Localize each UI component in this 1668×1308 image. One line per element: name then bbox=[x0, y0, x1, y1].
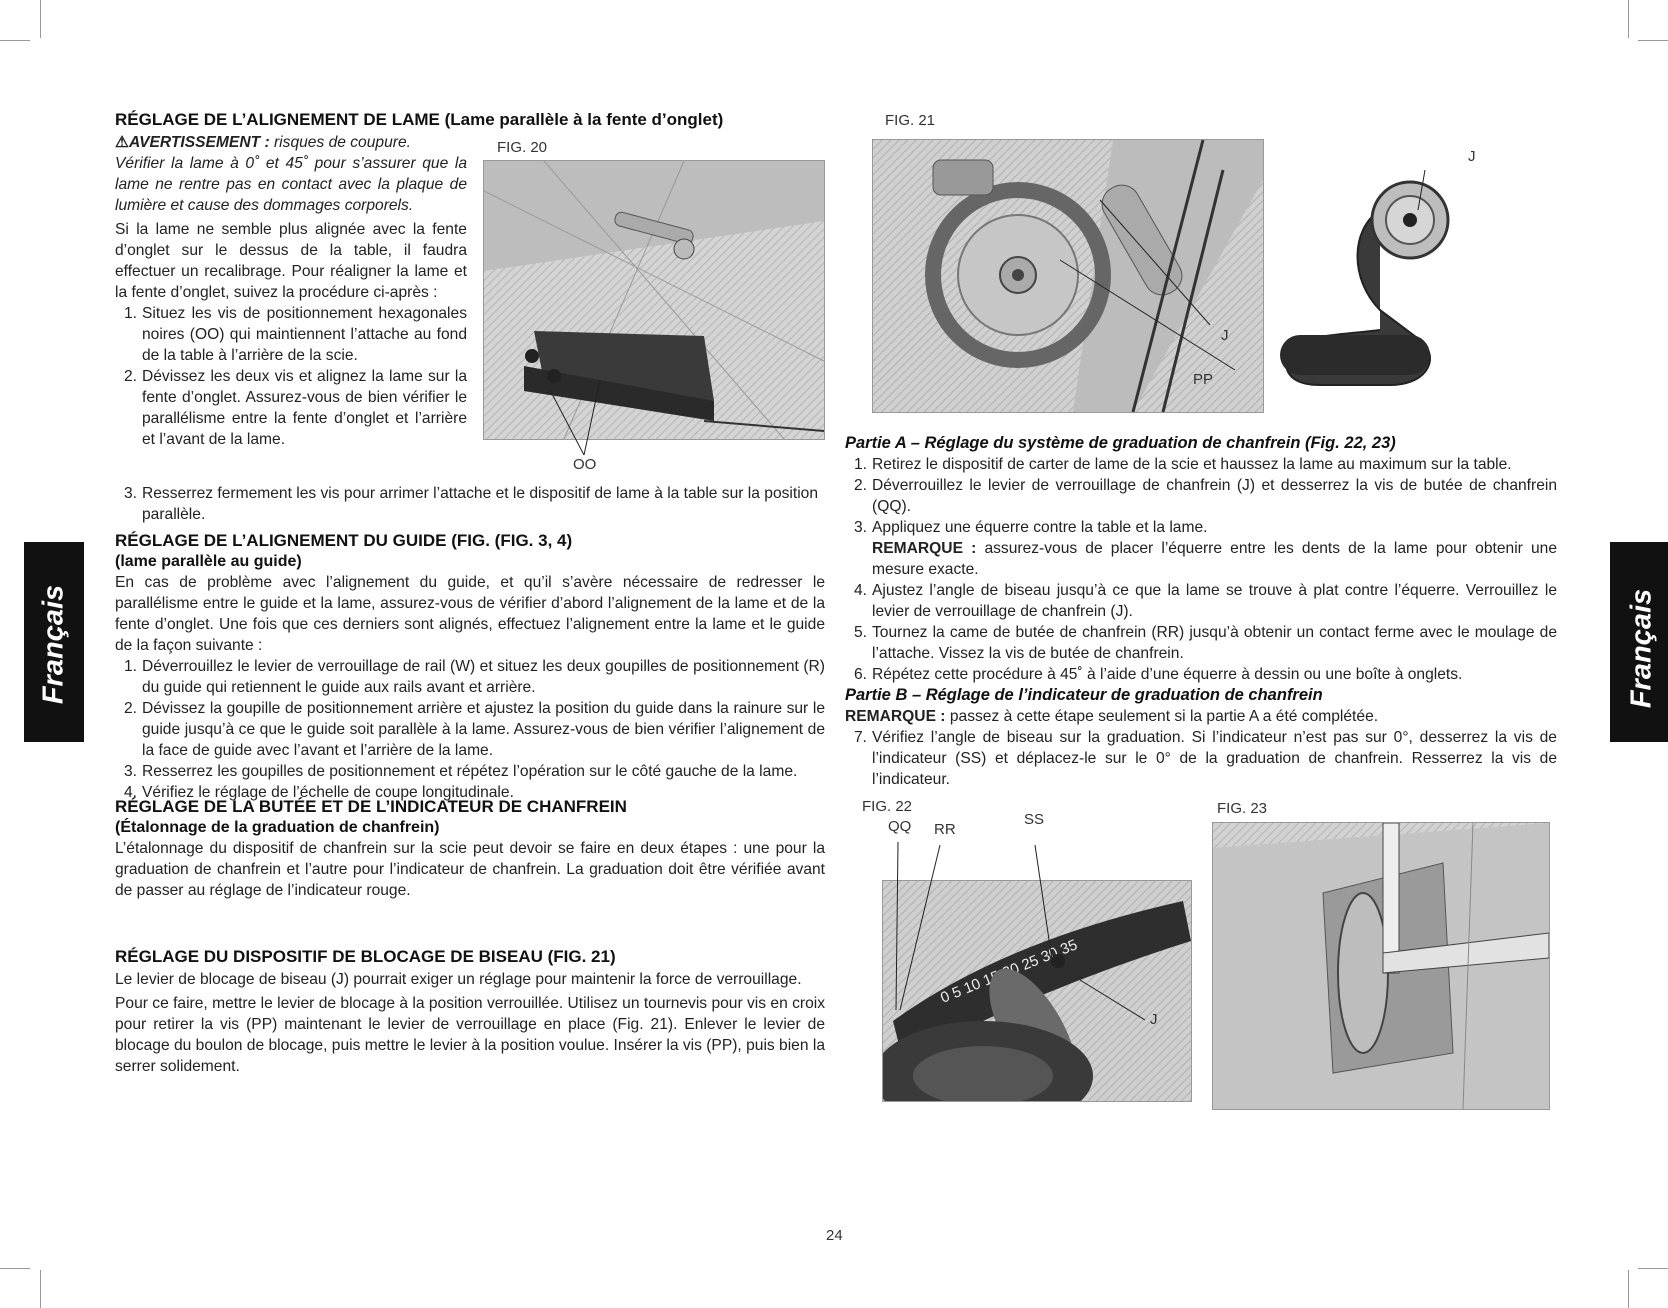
section2-subtitle: (lame parallèle au guide) bbox=[115, 553, 302, 570]
remark1-label: REMARQUE : bbox=[872, 540, 977, 557]
page-number: 24 bbox=[826, 1227, 843, 1244]
language-tab-right-label: Français bbox=[1625, 588, 1658, 709]
fig21-lever-drawing bbox=[1280, 170, 1510, 400]
section4 bbox=[115, 946, 825, 1077]
list-item: 7. Vérifiez l’angle de biseau sur la graduation. Si l’indicateur n’est pas sur 0°, desserrez la vis de l’indicateur (SS) et déplacez-le sur le 0° de la graduation de chanfrein. Resserrez la vis de l’indicateur. bbox=[854, 729, 1557, 788]
section1-steps bbox=[115, 303, 467, 450]
section3 bbox=[115, 796, 825, 901]
warning-title: AVERTISSEMENT : bbox=[128, 134, 270, 151]
section2-steps bbox=[115, 656, 825, 803]
list-item: 2. Déverrouillez le levier de verrouillage de chanfrein (J) et desserrez la vis de butée de chanfrein (QQ). bbox=[854, 477, 1557, 515]
partA bbox=[845, 433, 1557, 790]
crop-mark bbox=[1628, 0, 1629, 38]
section3-body: L’étalonnage du dispositif de chanfrein sur la scie peut devoir se faire en deux étapes : une pour la graduation de chanfrein et l’autre pour l’indicateur de chanfrein. La graduation doit être vérifiée avant de passer au réglage de l’indicateur rouge. bbox=[115, 840, 825, 899]
section4-title: RÉGLAGE DU DISPOSITIF DE BLOCAGE DE BISEAU (FIG. 21) bbox=[115, 947, 616, 966]
list-item: 5. Tournez la came de butée de chanfrein (RR) jusqu’à obtenir un contact ferme avec le moulage de l’attache. Vissez la vis de butée de chanfrein. bbox=[854, 624, 1557, 662]
warning-intro: risques de coupure. bbox=[273, 134, 411, 151]
list-item: 4. Vérifiez le réglage de l’échelle de coupe longitudinale. bbox=[124, 784, 514, 801]
section4-p2: Pour ce faire, mettre le levier de blocage à la position verrouillée. Utilisez un tournevis pour vis en croix pour retirer la vis (PP) maintenant le levier de verrouillage en place (Fig. 21). Enlever le levier de blocage du boulon de blocage, puis mettre le levier à la position voulue. Insérer la vis (PP), puis bien la serrer solidement. bbox=[115, 995, 825, 1075]
section2 bbox=[115, 530, 825, 803]
fig20-label: FIG. 20 bbox=[497, 139, 548, 156]
warning-body: Vérifier la lame à 0˚ et 45˚ pour s’assurer que la lame ne rentre pas en contact avec la plaque de lumière et cause des dommages corporels. bbox=[115, 155, 467, 214]
crop-mark bbox=[40, 0, 41, 38]
remark2 bbox=[845, 706, 1557, 727]
remark1 bbox=[845, 538, 1557, 580]
crop-mark bbox=[40, 1270, 41, 1308]
crop-mark bbox=[1638, 1268, 1668, 1269]
fig22-callout-ss: SS bbox=[1024, 811, 1045, 828]
remark2-text: passez à cette étape seulement si la partie A a été complétée. bbox=[949, 708, 1379, 725]
section1-title: RÉGLAGE DE L’ALIGNEMENT DE LAME (Lame parallèle à la fente d’onglet) bbox=[115, 110, 724, 129]
fig22-leader-lines bbox=[880, 840, 1160, 1040]
warning-icon: ⚠ bbox=[115, 134, 129, 151]
fig22-scale-text: 0 5 10 25 30 35 bbox=[938, 936, 1080, 1007]
list-item: 3. Resserrez les goupilles de positionnement et répétez l’opération sur le côté gauche de la lame. bbox=[124, 763, 798, 780]
list-item: 3. Appliquez une équerre contre la table et la lame. bbox=[854, 519, 1208, 536]
fig20-image bbox=[483, 160, 825, 440]
crop-mark bbox=[1628, 1270, 1629, 1308]
fig23-label: FIG. 23 bbox=[1217, 800, 1268, 817]
fig21-callout-j: J bbox=[1221, 327, 1229, 344]
remark2-label: REMARQUE : bbox=[845, 708, 946, 725]
partA-title: Partie A – Réglage du système de graduation de chanfrein (Fig. 22, 23) bbox=[845, 434, 1396, 452]
crop-mark bbox=[0, 40, 30, 41]
warning-line bbox=[115, 132, 467, 153]
fig21-callout-pp: PP bbox=[1193, 371, 1214, 388]
fig23-image bbox=[1212, 822, 1550, 1110]
section2-title: RÉGLAGE DE L’ALIGNEMENT DU GUIDE (FIG. (FIG. 3, 4) bbox=[115, 531, 573, 550]
fig20-leader-lines bbox=[540, 370, 610, 460]
partA-steps bbox=[845, 454, 1557, 538]
section2-intro: En cas de problème avec l’alignement du guide, et qu’il s’avère nécessaire de redresser le parallélisme entre le guide et la lame, assurez-vous de vérifier d’abord l’alignement de la lame et de la fente d’onglet. Une fois que ces derniers sont alignés, effectuez l’alignement entre la lame et le guide de la façon suivante : bbox=[115, 574, 825, 654]
fig22-label: FIG. 22 bbox=[862, 798, 913, 815]
fig21-leader-lines bbox=[1040, 180, 1280, 380]
section3-title: RÉGLAGE DE LA BUTÉE ET DE L’INDICATEUR DE CHANFREIN bbox=[115, 797, 627, 816]
remark1-text: assurez-vous de placer l’équerre entre les dents de la lame pour obtenir une mesure exacte. bbox=[872, 540, 1558, 578]
list-item: 4. Ajustez l’angle de biseau jusqu’à ce que la lame se trouve à plat contre l’équerre. Verrouillez le levier de verrouillage de chanfrein (J). bbox=[854, 582, 1557, 620]
section4-p1: Le levier de blocage de biseau (J) pourrait exiger un réglage pour maintenir la force de verrouillage. bbox=[115, 971, 802, 988]
left-column bbox=[115, 109, 825, 130]
list-item: 3. Resserrez fermement les vis pour arrimer l’attache et le dispositif de lame à la table sur la position parallèle. bbox=[124, 485, 819, 523]
list-item: 2. Dévissez la goupille de positionnement arrière et ajustez la position du guide dans la rainure sur le guide jusqu’à ce que le guide soit parallèle à la lame. Assurez-vous de bien vérifier l’alignement de la face de guide avec l’avant et l’arrière de la lame. bbox=[124, 700, 825, 759]
list-item: 2. Dévissez les deux vis et alignez la lame sur la fente d’onglet. Assurez-vous de bien vérifier le parallélisme entre la fente d’onglet et l’arrière et l’avant de la lame. bbox=[124, 368, 467, 448]
fig22-callout-rr: RR bbox=[934, 821, 956, 838]
section1-text bbox=[115, 132, 467, 450]
language-tab-right bbox=[1610, 542, 1668, 742]
section1-step3 bbox=[115, 483, 825, 525]
partA-steps2 bbox=[845, 580, 1557, 685]
partB-steps bbox=[845, 727, 1557, 790]
fig21-label: FIG. 21 bbox=[885, 112, 936, 129]
fig22-callout-qq: QQ bbox=[888, 818, 912, 835]
fig22-callout-j: J bbox=[1150, 1011, 1158, 1028]
section1-intro: Si la lame ne semble plus alignée avec la fente d’onglet sur le dessus de la table, il faudra effectuer un recalibrage. Pour réaligner la lame et la fente d’onglet, suivez la procédure ci-après : bbox=[115, 221, 467, 301]
language-tab-left-label: Français bbox=[37, 584, 70, 705]
list-item: 1. Déverrouillez le levier de verrouillage de rail (W) et situez les deux goupilles de positionnement (R) du guide qui retiennent le guide aux rails avant et arrière. bbox=[124, 658, 825, 696]
crop-mark bbox=[1638, 40, 1668, 41]
partB-title: Partie B – Réglage de l’indicateur de graduation de chanfrein bbox=[845, 686, 1323, 704]
crop-mark bbox=[0, 1268, 30, 1269]
list-item: 1. Retirez le dispositif de carter de lame de la scie et haussez la lame au maximum sur la table. bbox=[854, 456, 1512, 473]
section3-subtitle: (Étalonnage de la graduation de chanfrein) bbox=[115, 819, 440, 836]
list-item: 1. Situez les vis de positionnement hexagonales noires (OO) qui maintiennent l’attache au fond de la table à l’arrière de la scie. bbox=[124, 305, 467, 364]
fig21-callout-j-top: J bbox=[1468, 148, 1476, 165]
list-item: 6. Répétez cette procédure à 45˚ à l’aide d’une équerre à dessin ou une boîte à onglets. bbox=[854, 666, 1463, 683]
fig20-callout-oo: OO bbox=[573, 456, 597, 473]
